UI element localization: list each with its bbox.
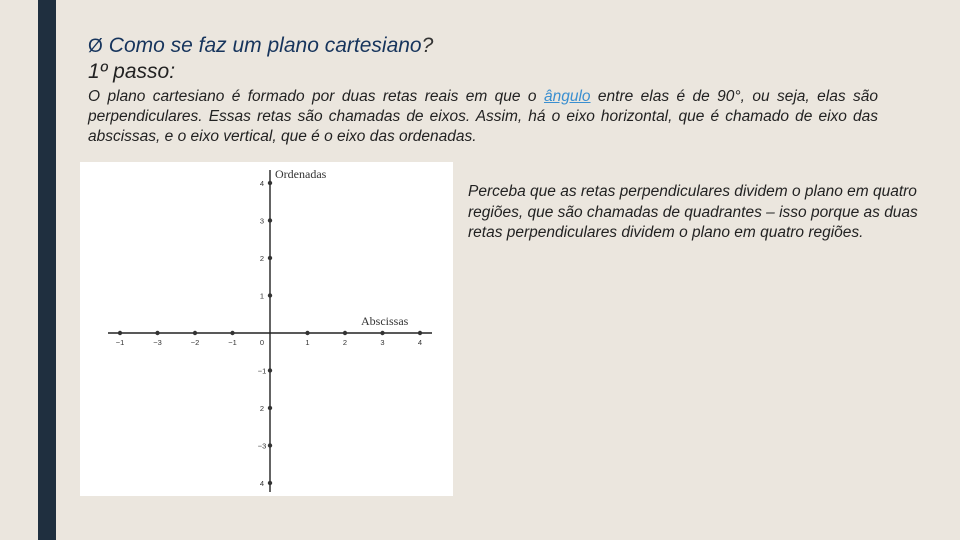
- x-tick-point: [155, 331, 159, 335]
- x-tick-label: 2: [342, 338, 348, 347]
- x-tick-point: [193, 331, 197, 335]
- y-tick-point: [268, 256, 272, 260]
- x-axis-label: Abscissas: [361, 314, 409, 328]
- y-tick-point: [268, 368, 272, 372]
- y-tick-point: [268, 481, 272, 485]
- x-tick-label: 3: [380, 338, 385, 347]
- y-axis-label: Ordenadas: [275, 167, 327, 181]
- y-tick-label: 3: [259, 216, 265, 226]
- x-tick-point: [418, 331, 422, 335]
- side-accent-bar: [38, 0, 56, 540]
- x-tick-label: 4: [417, 338, 423, 347]
- x-tick-label: −2: [190, 338, 200, 347]
- y-tick-label: −1: [257, 366, 267, 376]
- y-tick-label: 2: [259, 254, 265, 263]
- angle-link[interactable]: ângulo: [543, 88, 591, 105]
- title-question-mark: ?: [421, 34, 434, 57]
- y-tick-label: 4: [259, 179, 265, 188]
- y-tick-point: [268, 218, 272, 222]
- y-tick-label: −3: [257, 441, 267, 451]
- x-tick-point: [305, 331, 309, 335]
- x-tick-point: [380, 331, 384, 335]
- x-tick-point: [118, 331, 122, 335]
- cartesian-plane-svg: [80, 162, 453, 496]
- y-tick-point: [268, 443, 272, 447]
- quadrants-explanation: Perceba que as retas perpendiculares dividem o plano em quatro regiões, que são chamadas de quadrantes – isso porque as duas retas perpendiculares dividem o plano em quatro regiões.: [468, 183, 918, 241]
- x-tick-label: −1: [115, 338, 125, 347]
- x-tick-label: 1: [305, 338, 310, 347]
- cartesian-plane-figure: [80, 162, 453, 496]
- step-subtitle: 1º passo:: [88, 60, 176, 83]
- x-tick-point: [230, 331, 234, 335]
- para-text-after: entre elas é de 90°, ou seja, elas são perpendiculares. Essas retas são chamadas de eixos. Assim, há o eixo horizontal, que é chamado de eixo das abscissas, e o eixo vertical, que é o eixo das ordenadas.: [88, 88, 878, 145]
- bullet-arrow-icon: Ø: [88, 36, 103, 57]
- y-tick-label: 2: [259, 404, 265, 413]
- intro-paragraph: [88, 87, 878, 147]
- x-tick-label: 0: [259, 338, 265, 347]
- x-tick-label: −3: [153, 338, 162, 347]
- para-text-before: O plano cartesiano é formado por duas retas reais em que o: [88, 88, 544, 105]
- title-text: Como se faz um plano cartesiano: [108, 34, 422, 57]
- x-tick-point: [343, 331, 347, 335]
- y-tick-label: 1: [259, 291, 265, 301]
- y-tick-point: [268, 406, 272, 410]
- y-tick-point: [268, 181, 272, 185]
- x-tick-label: −1: [228, 338, 237, 347]
- y-tick-point: [268, 293, 272, 297]
- y-tick-label: 4: [259, 479, 265, 488]
- slide-title: [88, 34, 433, 58]
